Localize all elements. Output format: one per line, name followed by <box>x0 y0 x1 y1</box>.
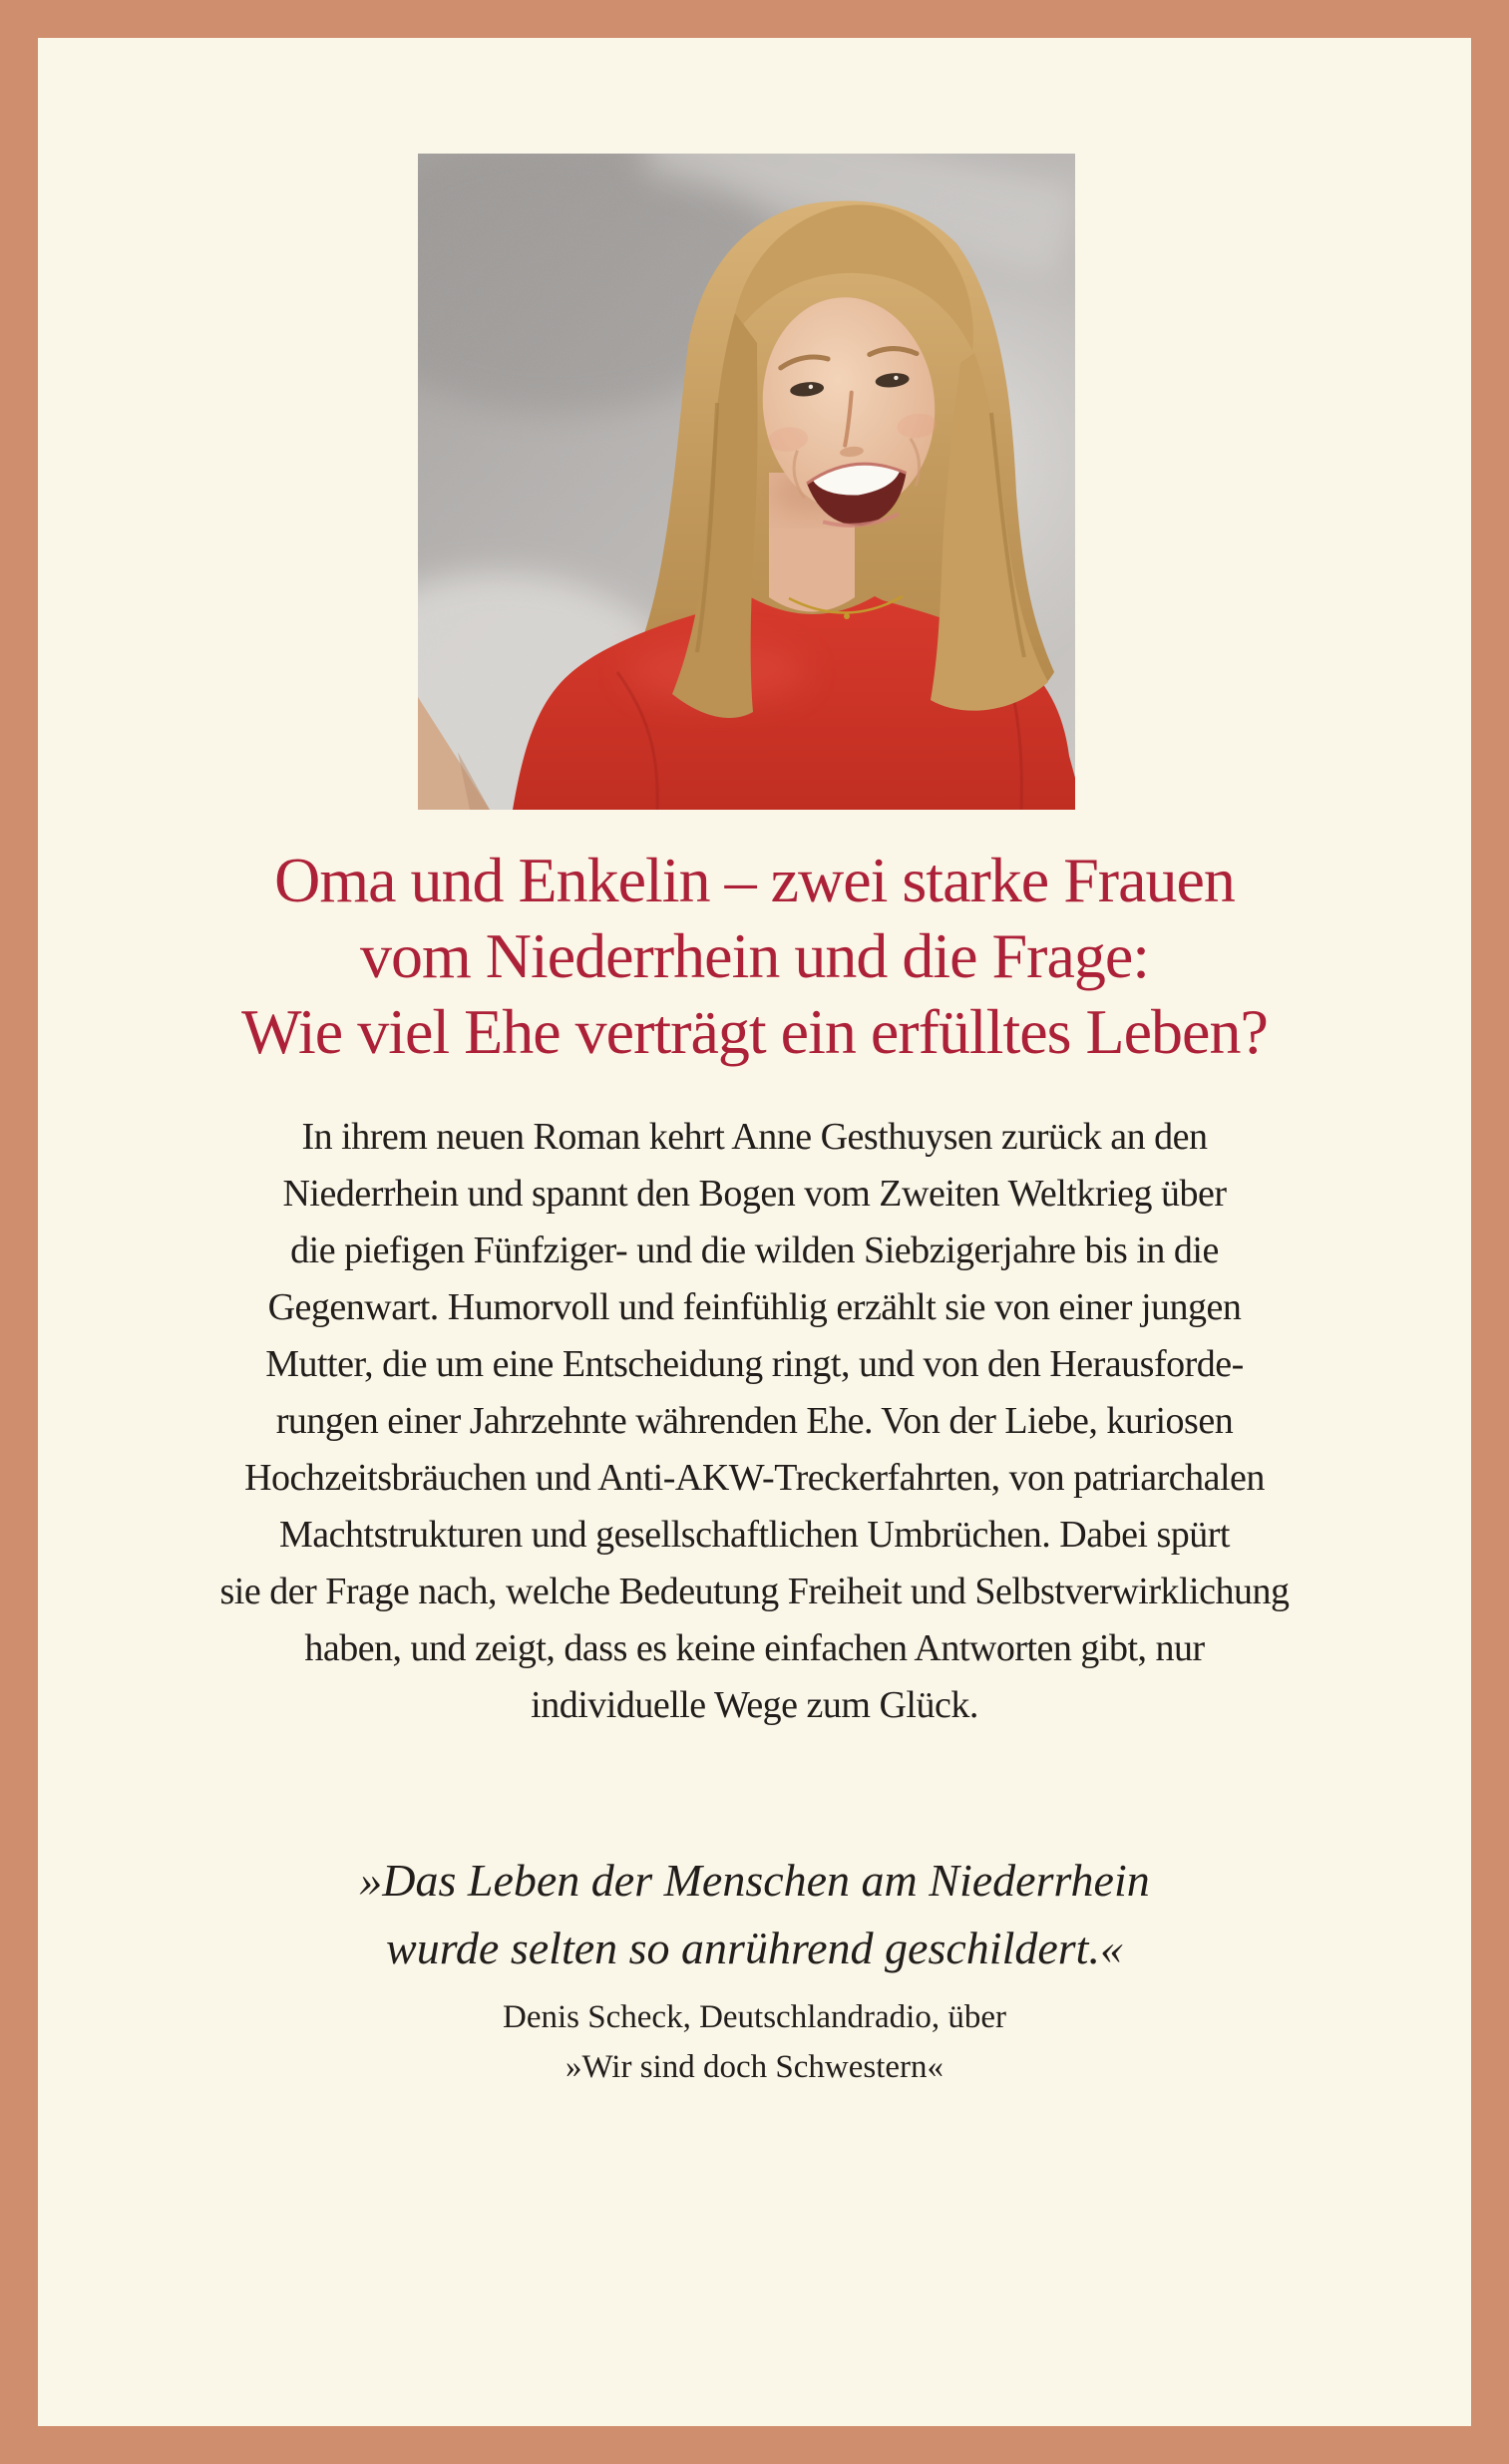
blurb-line: Gegenwart. Humorvoll und feinfühlig erzählt sie von einer jungen <box>267 1286 1242 1328</box>
headline-line: Wie viel Ehe verträgt ein erfülltes Leben? <box>241 996 1268 1067</box>
blurb-line: Mutter, die um eine Entscheidung ringt, und von den Herausforde- <box>265 1343 1244 1385</box>
blurb-line: haben, und zeigt, dass es keine einfachen Antworten gibt, nur <box>304 1627 1205 1669</box>
blurb-line: Hochzeitsbräuchen und Anti-AKW-Treckerfahrten, von patriarchalen <box>244 1457 1265 1499</box>
headline-line: Oma und Enkelin – zwei starke Frauen <box>274 845 1235 915</box>
author-photo-illustration <box>418 154 1075 810</box>
quote-line: »Das Leben der Menschen am Niederrhein <box>359 1855 1150 1906</box>
quote-line: wurde selten so anrührend geschildert.« <box>386 1923 1123 1973</box>
headline-line: vom Niederrhein und die Frage: <box>359 920 1150 991</box>
blurb-line: sie der Frage nach, welche Bedeutung Freiheit und Selbstverwirklichung <box>219 1571 1290 1612</box>
quote-attribution <box>38 1992 1471 2092</box>
blurb-line: die piefigen Fünfziger- und die wilden Siebzigerjahre bis in die <box>290 1230 1219 1271</box>
blurb-line: individuelle Wege zum Glück. <box>531 1684 978 1726</box>
attribution-line: Denis Scheck, Deutschlandradio, über <box>503 1999 1006 2035</box>
blurb <box>38 1109 1471 1734</box>
attribution-line: »Wir sind doch Schwestern« <box>565 2049 944 2085</box>
blurb-line: rungen einer Jahrzehnte währenden Ehe. Von der Liebe, kuriosen <box>275 1400 1234 1442</box>
author-photo <box>418 154 1075 810</box>
blurb-line: In ihrem neuen Roman kehrt Anne Gesthuysen zurück an den <box>301 1116 1208 1158</box>
blurb-line: Machtstrukturen und gesellschaftlichen Umbrüchen. Dabei spürt <box>279 1514 1230 1556</box>
press-quote <box>38 1847 1471 1982</box>
blurb-line: Niederrhein und spannt den Bogen vom Zweiten Weltkrieg über <box>282 1173 1227 1215</box>
headline <box>38 843 1471 1070</box>
